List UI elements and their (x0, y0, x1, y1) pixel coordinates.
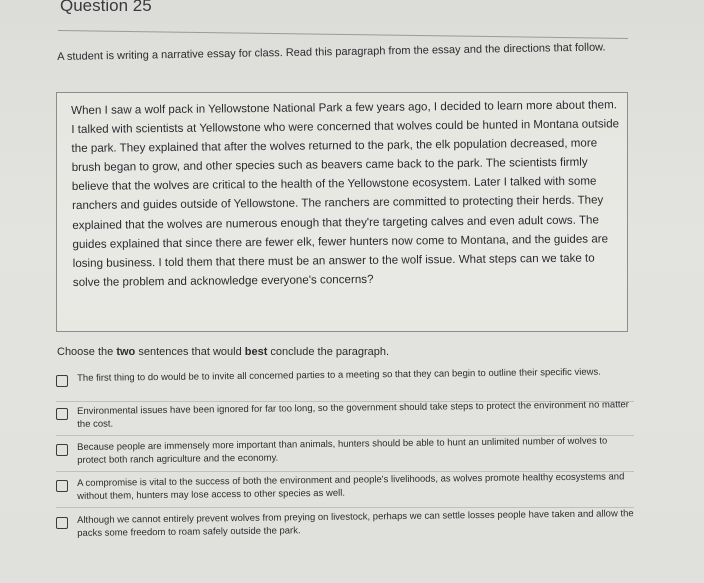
question-title: Question 25 (60, 0, 152, 15)
prompt-emphasis-best: best (244, 346, 268, 358)
answer-option-1[interactable] (56, 366, 636, 387)
answer-option-3[interactable] (56, 435, 636, 467)
answer-option-2[interactable] (56, 399, 636, 431)
checkbox-icon[interactable] (56, 375, 68, 387)
answer-option-label: Because people are immensely more important than animals, hunters should be able to hunt an unlimited number of wolves to protect both ranch agriculture and the economy. (77, 435, 608, 466)
answer-option-4[interactable] (56, 471, 636, 503)
answer-option-5[interactable] (56, 508, 636, 540)
prompt-text-after: conclude the paragraph. (267, 346, 390, 358)
answer-option-label: Although we cannot entirely prevent wolves from preying on livestock, perhaps we can settle losses people have taken and allow the packs some freedom to roam safely outside the park. (77, 508, 634, 539)
prompt-emphasis-two: two (116, 346, 136, 358)
passage-box (56, 92, 628, 332)
checkbox-icon[interactable] (56, 444, 68, 456)
question-intro: A student is writing a narrative essay for class. Read this paragraph from the essay and the directions that follow. (57, 41, 606, 63)
checkbox-icon[interactable] (56, 408, 68, 420)
title-divider (58, 30, 628, 39)
passage-text: When I saw a wolf pack in Yellowstone National Park a few years ago, I decided to learn more about them. I talked with scientists at Yellowstone who were concerned that wolves could be hunted in Montana outside the park. They explained that after the wolves returned to the park, the elk population decreased, more brush began to grow, and other species such as beavers came back to the park. The scientists firmly believe that the wolves are critical to the health of the Yellowstone ecosystem. Later I talked with some ranchers and guides outside of Yellowstone. The ranchers are committed to protecting their herds. They explained that the wolves are numerous enough that they're targeting calves and even adult cows. The guides explained that since there are fewer elk, fewer hunters now come to Montana, and the guides are losing business. I told them that there must be an answer to the wolf issue. What steps can we take to solve the problem and acknowledge everyone's concerns? (71, 98, 620, 289)
answer-option-label: A compromise is vital to the success of both the environment and people's livelihoods, as wolves promote healthy ecosystems and without them, hunters may lose access to other species as well. (77, 471, 625, 502)
answer-option-label: Environmental issues have been ignored for far too long, so the government should take steps to protect the environment no matter the cost. (77, 399, 629, 430)
answer-option-label: The first thing to do would be to invite all concerned parties to a meeting so that they can begin to outline their specific views. (77, 366, 601, 384)
prompt-text-middle: sentences that would (135, 346, 245, 358)
checkbox-icon[interactable] (56, 517, 68, 529)
checkbox-icon[interactable] (56, 480, 68, 492)
prompt-text-before: Choose the (57, 346, 117, 358)
question-prompt (57, 346, 389, 358)
